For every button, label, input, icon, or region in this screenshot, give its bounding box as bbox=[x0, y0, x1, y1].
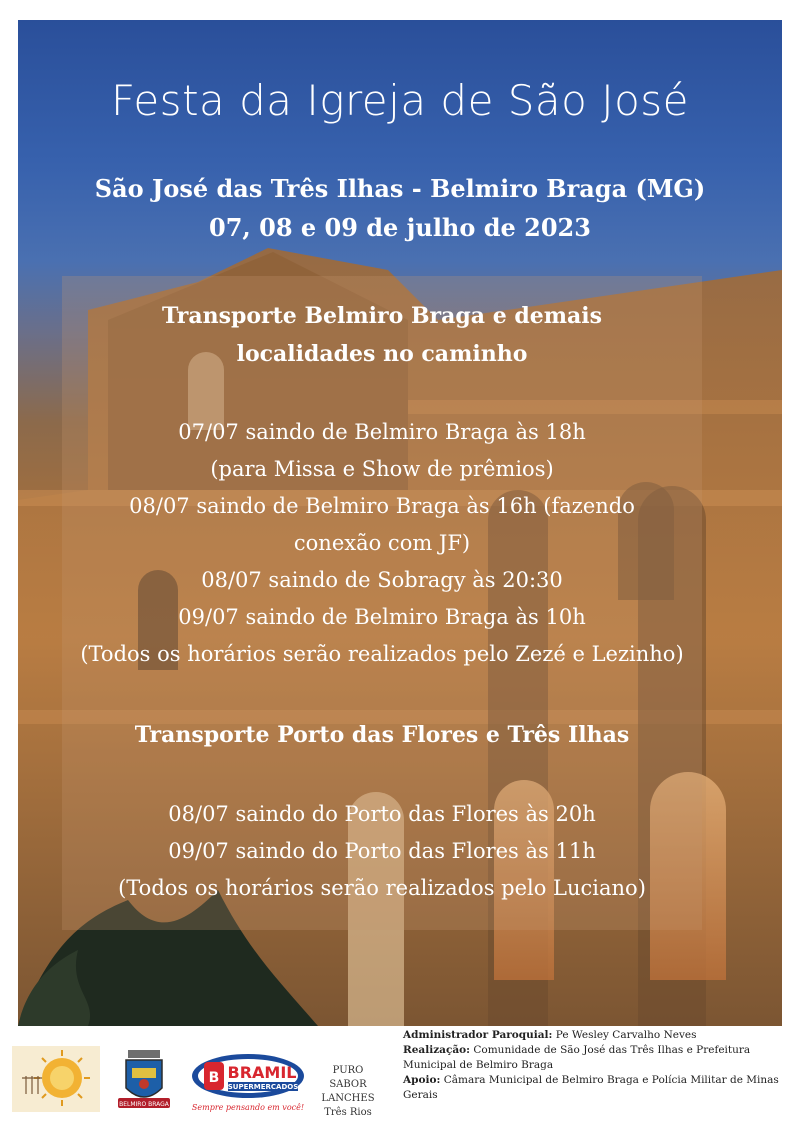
schedule-note: (Todos os horários serão realizados pelo Zezé e Lezinho) bbox=[80, 642, 684, 666]
credit-apoio bbox=[403, 1073, 795, 1103]
schedule-line: (para Missa e Show de prêmios) bbox=[210, 457, 554, 481]
bramil-slogan: Sempre pensando em você! bbox=[191, 1103, 305, 1112]
credit-text: Comunidade de São José das Três Ilhas e Prefeitura Municipal de Belmiro Braga bbox=[403, 1044, 751, 1071]
credit-label: Apoio: bbox=[403, 1074, 441, 1086]
bramil-name: BRAMIL bbox=[227, 1063, 297, 1082]
credits bbox=[403, 1028, 795, 1103]
section1-title-line: Transporte Belmiro Braga e demais bbox=[161, 303, 603, 329]
sponsors-footer bbox=[0, 1026, 800, 1131]
credit-realizacao bbox=[403, 1043, 795, 1073]
puro-line: PURO SABOR bbox=[329, 1065, 367, 1090]
bramil-logo bbox=[190, 1052, 306, 1114]
schedule-line: conexão com JF) bbox=[293, 531, 471, 555]
puro-line: LANCHES bbox=[321, 1093, 375, 1104]
schedule-line: 07/07 saindo de Belmiro Braga às 18h bbox=[178, 420, 586, 444]
event-title: Festa da Igreja de São José bbox=[110, 76, 690, 125]
section2-schedule bbox=[0, 796, 764, 907]
credit-admin bbox=[403, 1028, 795, 1043]
puro-sabor-logo bbox=[316, 1064, 380, 1120]
credit-text: Câmara Municipal de Belmiro Braga e Polícia Militar de Minas Gerais bbox=[403, 1074, 779, 1101]
section1-title bbox=[0, 297, 764, 373]
section2-title: Transporte Porto das Flores e Três Ilhas bbox=[134, 722, 630, 748]
schedule-line: 08/07 saindo de Belmiro Braga às 16h (fazendo bbox=[129, 494, 635, 518]
svg-text:B: B bbox=[208, 1070, 220, 1086]
parish-sun-logo bbox=[12, 1046, 100, 1112]
event-location: São José das Três Ilhas - Belmiro Braga (MG) bbox=[94, 174, 706, 203]
schedule-note: (Todos os horários serão realizados pelo Luciano) bbox=[118, 876, 646, 900]
schedule-line: 09/07 saindo do Porto das Flores às 11h bbox=[168, 839, 596, 863]
crest-label: BELMIRO BRAGA bbox=[119, 1101, 169, 1108]
credit-text: Pe Wesley Carvalho Neves bbox=[552, 1029, 697, 1041]
credit-label: Realização: bbox=[403, 1044, 471, 1056]
schedule-line: 08/07 saindo do Porto das Flores às 20h bbox=[168, 802, 596, 826]
section1-schedule bbox=[0, 414, 764, 673]
municipal-crest-logo bbox=[118, 1048, 170, 1112]
credit-label: Administrador Paroquial: bbox=[403, 1029, 553, 1041]
puro-line: Três Rios bbox=[324, 1107, 372, 1118]
event-dates: 07, 08 e 09 de julho de 2023 bbox=[209, 213, 591, 242]
schedule-line: 09/07 saindo de Belmiro Braga às 10h bbox=[178, 605, 586, 629]
section1-title-line: localidades no caminho bbox=[236, 341, 528, 367]
bramil-sub: SUPERMERCADOS bbox=[227, 1083, 299, 1091]
schedule-line: 08/07 saindo de Sobragy às 20:30 bbox=[201, 568, 563, 592]
